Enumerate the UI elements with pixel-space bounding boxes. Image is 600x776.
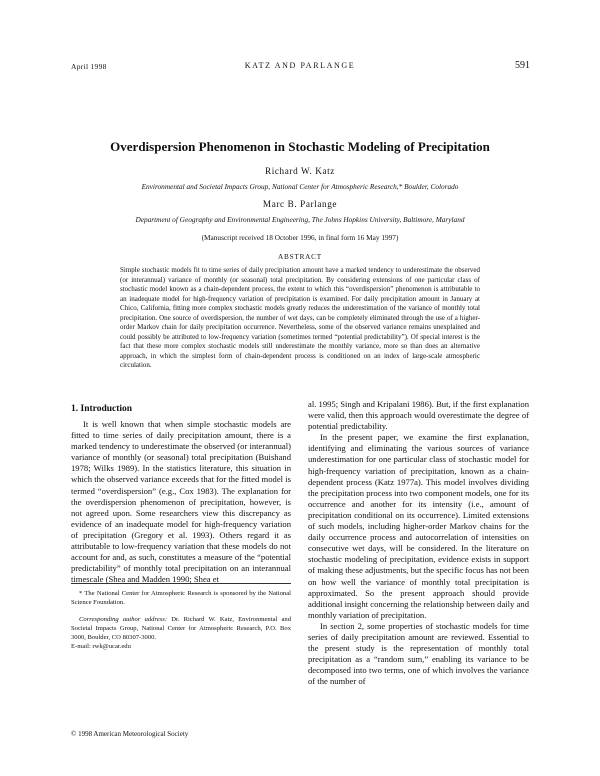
footnote-ncar — [71, 589, 291, 607]
author-name-parlange: Marc B. Parlange — [262, 199, 338, 209]
footnote-rule — [71, 583, 291, 584]
abstract-heading: ABSTRACT — [278, 253, 322, 261]
author-affiliation-katz: Environmental and Societal Impacts Group, National Center for Atmospheric Research,* Boulder, Colorado — [141, 182, 459, 191]
corresponding-label: Corresponding author address: — [79, 616, 168, 623]
paper-title: Overdispersion Phenomenon in Stochastic Modeling of Precipitation — [110, 139, 490, 154]
body-paragraph: In section 2, some properties of stochastic models for time series of daily precipitation amount are reviewed. Essential to the present study is the representation of monthly total precipitation as a “random sum,” enabling its variance to be decomposed into two terms, one of which involves the variance of the number of — [308, 620, 529, 687]
header-date: April 1998 — [71, 62, 107, 71]
body-paragraph: al. 1995; Singh and Kripalani 1986). But, if the first explanation were valid, then this approach would overestimate the degree of potential predictability. — [308, 399, 529, 432]
footnote-text — [71, 615, 291, 642]
section-heading: 1. Introduction — [71, 404, 133, 414]
author-name-katz: Richard W. Katz — [265, 166, 335, 176]
copyright: © 1998 American Meteorological Society — [71, 730, 189, 738]
abstract-text: Simple stochastic models fit to time series of daily precipitation amount have a marked tendency to underestimate the observed (or interannual) variance of monthly (or seasonal) total precipitation. By considering extensions of one particular class of stochastic model known as a chain-dependent process, the extent to which this “overdispersion” phenomenon is attributable to an inadequate model for high-frequency variation of precipitation is examined. For daily precipitation amount in January at Chico, California, fitting more complex stochastic models greatly reduces the underestimation of the variance of monthly total precipitation. One source of overdispersion, the number of wet days, can be completely eliminated through the use of a higher-order Markov chain for daily precipitation occurrence. Nevertheless, some of the observed variance remains unexplained and could possibly be attributed to low-frequency variation (sometimes termed “potential predictability”). Of special interest is the fact that these more complex stochastic models still underestimate the monthly variance, more so than does an alternative approach, in which the simplest form of chain-dependent process is conditioned on an index of large-scale atmospheric circulation. — [120, 266, 480, 369]
footnote-text: * The National Center for Atmospheric Research is sponsored by the National Science Foundation. — [71, 590, 291, 606]
body-paragraph: In the present paper, we examine the first explanation, identifying and eliminating the various sources of variance underestimation for one particular class of stochastic model for high-frequency variation of precipitation, known as a chain-dependent process (Katz 1977a). This model involves dividing the precipitation process into two component models, one for its occurrence and another for its intensity (i.e., amount of precipitation conditional on its occurrence). Limited extensions of such models, including higher-order Markov chains for the daily occurrence process and autocorrelation of intensities on consecutive wet days, will be considered. In the literature on stochastic modeling of precipitation, evidence exists in support of making these adjustments, but the specific focus has not been on how well the variance of monthly total precipitation is approximated. So the present approach should provide additional insight concerning the relationship between daily and monthly variation of precipitation. — [308, 432, 530, 620]
author-affiliation-parlange: Department of Geography and Environmental Engineering, The Johns Hopkins University, Baltimore, Maryland — [135, 215, 465, 224]
manuscript-note: (Manuscript received 18 October 1996, in final form 16 May 1997) — [201, 233, 399, 242]
footnote-corresponding — [71, 615, 291, 651]
footnote-email: E-mail: rwk@ucar.edu — [71, 643, 131, 650]
running-title: KATZ AND PARLANGE — [244, 61, 356, 70]
right-column — [308, 399, 529, 687]
left-column — [71, 419, 291, 585]
body-paragraph: It is well known that when simple stochastic models are fitted to time series of daily precipitation amount, there is a marked tendency to underestimate the observed (or interannual) variance of monthly (or seasonal) total precipitation (Buishand 1978; Wilks 1989). In the statistics literature, this situation in which the observed variance exceeds that for the fitted model is termed “overdispersion” (e.g., Cox 1983). The explanation for the overdispersion phenomenon of precipitation, however, is not agreed upon. Some researchers view this discrepancy as evidence of an inadequate model for high-frequency variation of precipitation (Gregory et al. 1993). Others regard it as attributable to low-frequency variation that these models do not account for and, as such, constitutes a measure of the “potential predictability” of monthly total precipitation on an interannual timescale (Shea and Madden 1990; Shea et — [71, 419, 291, 585]
page-number: 591 — [515, 60, 530, 71]
corresponding-address: Dr. Richard W. Katz, Environmental and Societal Impacts Group, National Center for Atmospheric Research, P.O. Box 3000, Boulder, CO 80307-3000. — [71, 616, 291, 641]
